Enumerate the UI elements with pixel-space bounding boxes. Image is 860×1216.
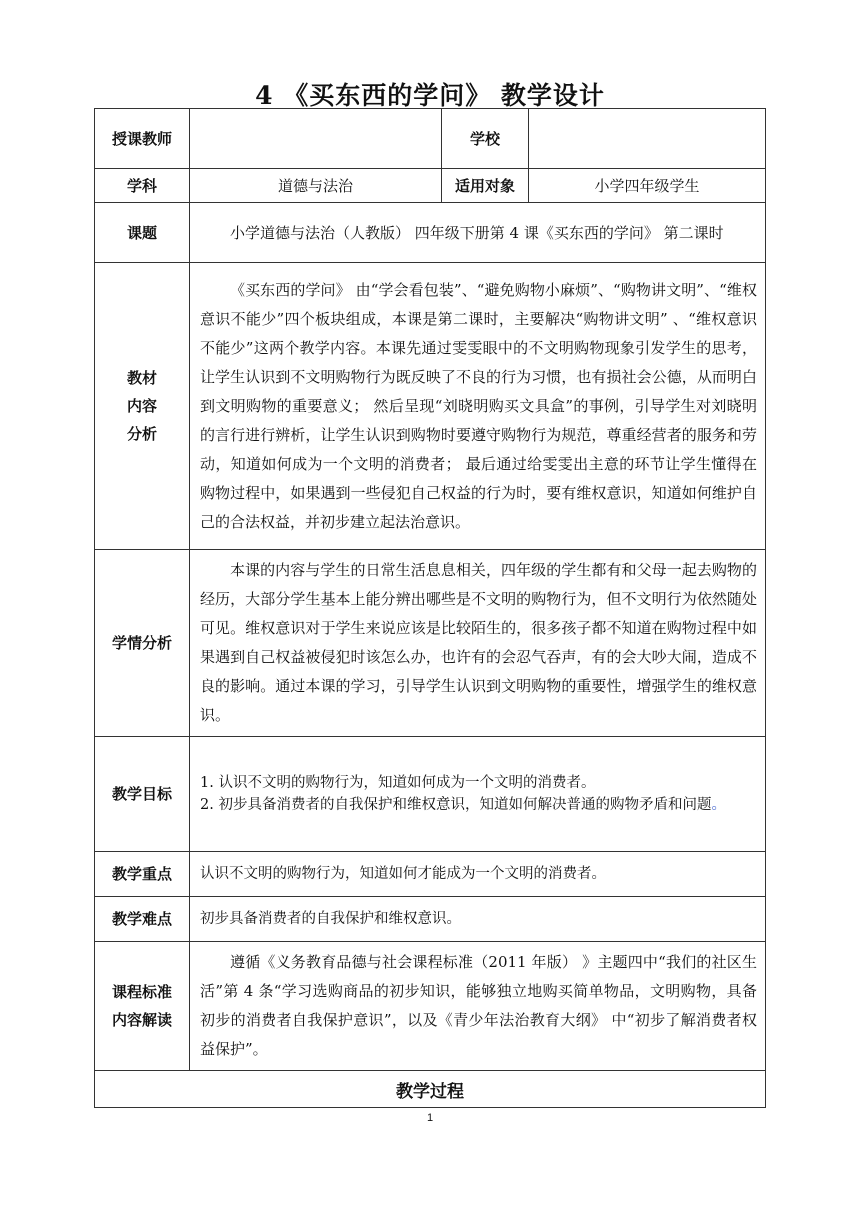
goal-item: 1. 认识不文明的购物行为，知道如何成为一个文明的消费者。 (200, 775, 596, 791)
teacher-value (190, 109, 442, 169)
row-standard (95, 942, 766, 1071)
standard-cell (190, 942, 766, 1071)
school-value (529, 109, 766, 169)
row-goals (95, 737, 766, 852)
school-label: 学校 (442, 109, 529, 169)
row-topic (95, 203, 766, 263)
material-label-line: 分析 (126, 425, 157, 443)
process-heading: 教学过程 (95, 1071, 766, 1108)
goal-item-text: 2. 初步具备消费者的自我保护和维权意识，知道如何解决普通的购物矛盾和问题 (200, 797, 712, 813)
audience-label: 适用对象 (442, 169, 529, 203)
audience-value: 小学四年级学生 (529, 169, 766, 203)
row-teacher (95, 109, 766, 169)
goal-end-mark: 。 (711, 797, 726, 813)
key-label: 教学重点 (95, 852, 190, 897)
standard-label (95, 942, 190, 1071)
standard-label-line: 课程标准 (111, 983, 172, 1001)
learner-value: 本课的内容与学生的日常生活息息相关，四年级的学生都有和父母一起去购物的经历，大部分学生基本上能分辨出哪些是不文明的购物行为，但不文明行为依然随处可见。维权意识对于学生来说应该是比较陌生的，很多孩子都不知道在购物过程中如果遇到自己权益被侵犯时该怎么办，也许有的会忍气吞声，有的会大吵大闹，造成不良的影响。通过本课的学习，引导学生认识到文明购物的重要性，增强学生的维权意识。 (200, 561, 757, 724)
row-difficulty (95, 897, 766, 942)
standard-value: 遵循《义务教育品德与社会课程标准（2011 年版） 》主题四中“我们的社区生活”第 4 条“学习选购商品的初步知识，能够独立地购买简单物品，文明购物，具备初步的消费者自我保护意识”，以及《青少年法治教育大纲》 中“初步了解消费者权益保护”。 (200, 953, 757, 1058)
goals-label: 教学目标 (95, 737, 190, 852)
material-cell (190, 263, 766, 550)
material-label (95, 263, 190, 550)
material-label-line: 教材 (126, 369, 157, 387)
row-subject (95, 169, 766, 203)
goals-cell (190, 737, 766, 852)
key-value: 认识不文明的购物行为，知道如何才能成为一个文明的消费者。 (190, 852, 766, 897)
difficulty-value: 初步具备消费者的自我保护和维权意识。 (190, 897, 766, 942)
learner-cell (190, 550, 766, 737)
goal-item (200, 794, 757, 816)
subject-value: 道德与法治 (190, 169, 442, 203)
lesson-plan-table (94, 108, 766, 1108)
teacher-label: 授课教师 (95, 109, 190, 169)
document-title: 4 《买东西的学问》 教学设计 (255, 81, 605, 110)
topic-value: 小学道德与法治（人教版） 四年级下册第 4 课《买东西的学问》 第二课时 (230, 223, 724, 242)
page-number: 1 (426, 1112, 434, 1124)
learner-label: 学情分析 (95, 550, 190, 737)
standard-label-line: 内容解读 (111, 1011, 172, 1029)
material-value: 《买东西的学问》 由“学会看包装”、“避免购物小麻烦”、“购物讲文明”、“维权意识不能少”四个板块组成，本课是第二课时，主要解决“购物讲文明” 、“维权意识不能少”这两个教学内容。本课先通过雯雯眼中的不文明购物现象引发学生的思考，让学生认识到不文明购物行为既反映了不良的行为习惯，也有损社会公德，从而明白到文明购物的重要意义； 然后呈现“刘晓明购买文具盒”的事例，引导学生对刘晓明的言行进行辨析，让学生认识到购物时要遵守购物行为规范，尊重经营者的服务和劳动，知道如何成为一个文明的消费者； 最后通过给雯雯出主意的环节让学生懂得在购物过程中，如果遇到一些侵犯自己权益的行为时，要有维权意识，知道如何维护自己的合法权益，并初步建立起法治意识。 (200, 280, 757, 531)
row-key (95, 852, 766, 897)
difficulty-label: 教学难点 (95, 897, 190, 942)
row-learner (95, 550, 766, 737)
row-process (95, 1071, 766, 1108)
row-material (95, 263, 766, 550)
material-label-line: 内容 (126, 397, 157, 415)
topic-cell (190, 203, 766, 263)
subject-label: 学科 (95, 169, 190, 203)
topic-label: 课题 (95, 203, 190, 263)
